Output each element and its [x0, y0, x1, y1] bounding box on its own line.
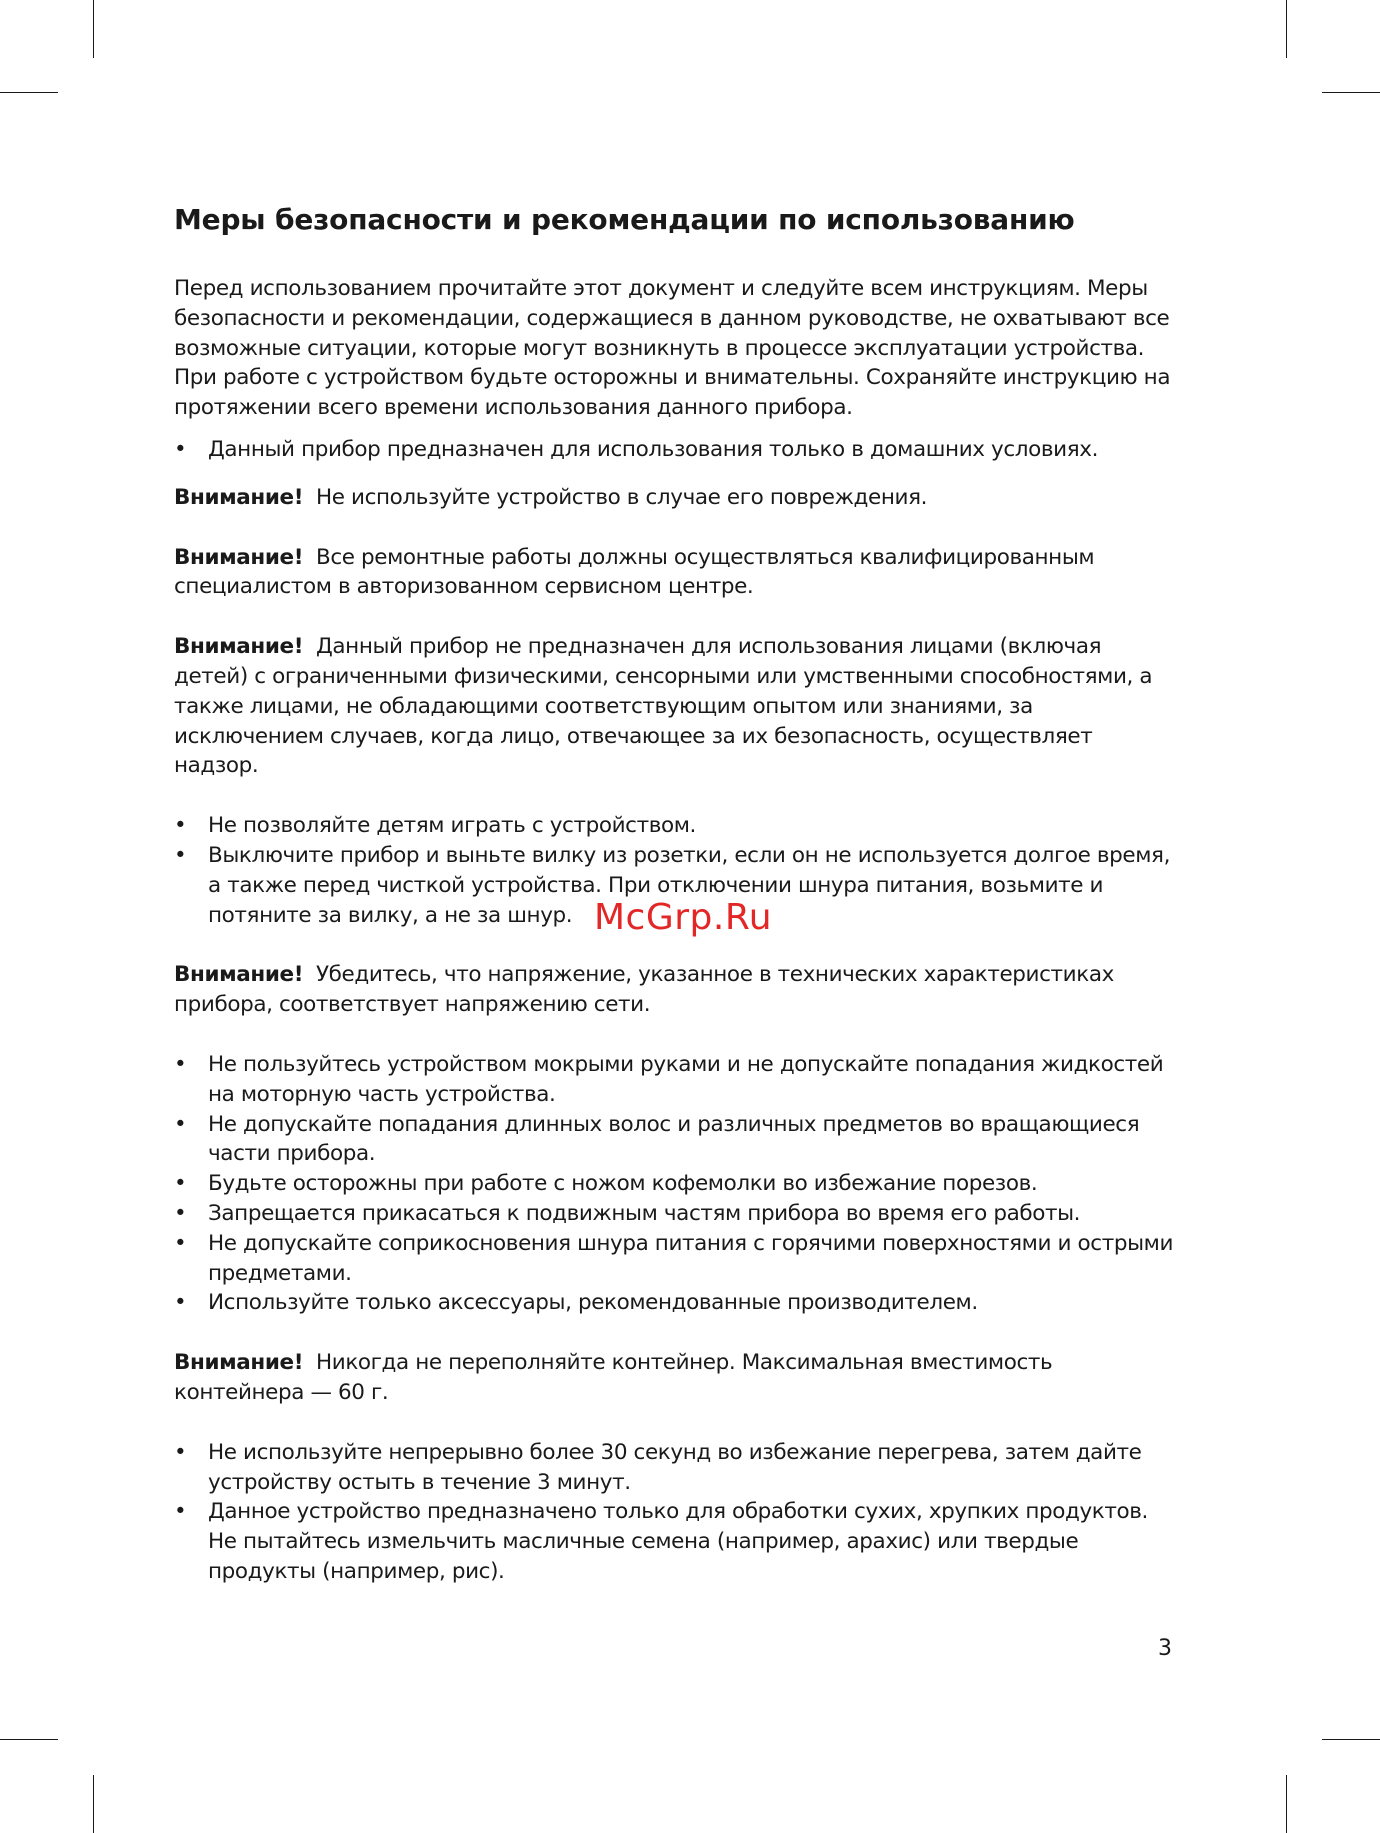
list-item: • Не пользуйтесь устройством мокрыми руками и не допускайте попадания жидкостей на моторную часть устройства. — [174, 1050, 1174, 1110]
warning-paragraph — [174, 1348, 1174, 1408]
crop-mark — [1322, 1739, 1380, 1740]
list-item: • Не используйте непрерывно более 30 секунд во избежание перегрева, затем дайте устройству остыть в течение 3 минут. — [174, 1438, 1174, 1498]
warning-text: Убедитесь, что напряжение, указанное в технических характеристиках прибора, соответствует напряжению сети. — [174, 962, 1114, 1018]
warning-paragraph — [174, 960, 1174, 1020]
warning-label: Внимание! — [174, 544, 304, 570]
list-item: • Не позволяйте детям играть с устройством. — [174, 811, 1174, 841]
crop-mark — [0, 1739, 58, 1740]
page-number: 3 — [1158, 1636, 1172, 1661]
crop-mark — [93, 0, 94, 58]
intro-paragraph: Перед использованием прочитайте этот документ и следуйте всем инструкциям. Меры безопасности и рекомендации, содержащиеся в данном руководстве, не охватывают все возможные ситуации, которые могут возникнуть в процессе эксплуатации устройства. При работе с устройством будьте осторожны и внимательны. Сохраняйте инструкцию на протяжении всего времени использования данного прибора. — [174, 276, 1171, 421]
warning-text: Никогда не переполняйте контейнер. Максимальная вместимость контейнера — 60 г. — [174, 1350, 1053, 1405]
crop-mark — [93, 1775, 94, 1833]
page-title: Меры безопасности и рекомендации по использованию — [174, 203, 1075, 236]
bullet-list-children — [174, 811, 1174, 930]
warning-paragraph — [174, 483, 1174, 513]
list-item: • Будьте осторожны при работе с ножом кофемолки во избежание порезов. — [174, 1169, 1174, 1199]
bullet-list-limits — [174, 1438, 1174, 1587]
crop-mark — [1286, 0, 1287, 58]
list-item: • Выключите прибор и выньте вилку из розетки, если он не используется долгое время, а также перед чисткой устройства. При отключении шнура питания, возьмите и потяните за вилку, а не за шнур. — [174, 841, 1174, 930]
warning-label: Внимание! — [174, 484, 304, 510]
warning-paragraph — [174, 632, 1174, 781]
page-content — [174, 198, 1174, 1587]
list-item: • Используйте только аксессуары, рекомендованные производителем. — [174, 1288, 1174, 1318]
list-item: • Не допускайте соприкосновения шнура питания с горячими поверхностями и острыми предметами. — [174, 1229, 1174, 1289]
crop-mark — [1322, 92, 1380, 93]
warning-text: Не используйте устройство в случае его повреждения. — [315, 484, 928, 510]
crop-mark — [0, 92, 58, 93]
list-item: • Не допускайте попадания длинных волос и различных предметов во вращающиеся части прибора. — [174, 1110, 1174, 1170]
list-item: • Данное устройство предназначено только для обработки сухих, хрупких продуктов. Не пытайтесь измельчить масличные семена (например, арахис) или твердые продукты (например, рис). — [174, 1497, 1174, 1586]
list-item: • Запрещается прикасаться к подвижным частям прибора во время его работы. — [174, 1199, 1174, 1229]
warning-label: Внимание! — [174, 1350, 304, 1376]
watermark: McGrp.Ru — [594, 897, 773, 938]
warning-label: Внимание! — [174, 634, 304, 660]
warning-text: Все ремонтные работы должны осуществляться квалифицированным специалистом в авторизованном сервисном центре. — [174, 544, 1095, 600]
warning-paragraph — [174, 543, 1174, 603]
bullet-list-usage — [174, 435, 1174, 465]
list-item: • Данный прибор предназначен для использования только в домашних условиях. — [174, 435, 1174, 465]
bullet-list-operation — [174, 1050, 1174, 1318]
warning-text: Данный прибор не предназначен для использования лицами (включая детей) с ограниченными физическими, сенсорными или умственными способностями, а также лицами, не обладающими соответствующим опытом или знаниями, за исключением случаев, когда лицо, отвечающее за их безопасность, осуществляет надзор. — [174, 634, 1153, 779]
warning-label: Внимание! — [174, 962, 304, 988]
crop-mark — [1286, 1775, 1287, 1833]
